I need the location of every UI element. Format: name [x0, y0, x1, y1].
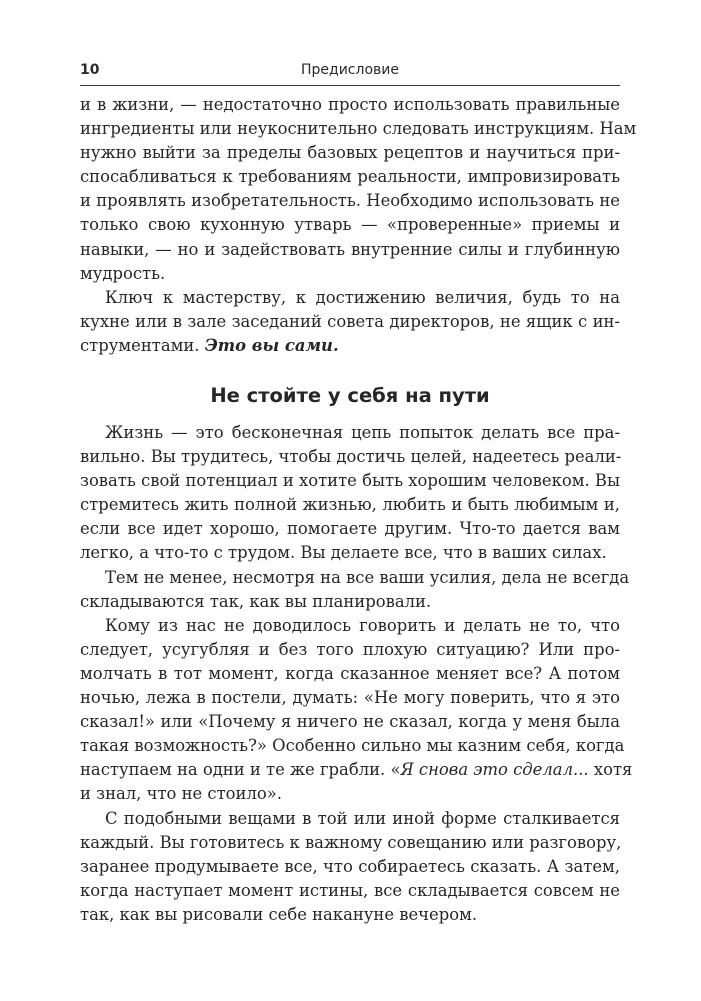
italic-quote: Я снова это сделал...	[400, 760, 589, 780]
text-line: навыки, — но и задействовать внутренние силы и глубинную	[80, 239, 620, 259]
text-line: молчать в тот момент, когда сказанное меняет все? А потом	[80, 663, 620, 683]
text-line: каждый. Вы готовитесь к важному совещанию или разговору,	[80, 832, 622, 852]
page-number: 10	[80, 62, 100, 78]
text-line: когда наступает момент истины, все складывается совсем не	[80, 880, 620, 900]
emphasis-text: Это вы сами.	[204, 335, 339, 355]
text-line: Кому из нас не доводилось говорить и делать не то, что	[105, 615, 620, 635]
header-rule	[80, 85, 620, 86]
paragraph	[80, 566, 630, 614]
text-line: сказал!» или «Почему я ничего не сказал, когда у меня была	[80, 712, 620, 732]
text-fragment: наступаем на одни и те же грабли. «	[80, 760, 401, 780]
text-line: если все идет хорошо, помогаете другим. Что-то дается вам	[80, 519, 620, 539]
paragraph	[80, 807, 620, 927]
text-line: заранее продумываете все, что собираетесь сказать. А затем,	[80, 856, 620, 876]
text-line: кухне или в зале заседаний совета директоров, не ящик с ин-	[80, 311, 620, 331]
text-line	[80, 334, 620, 358]
text-line: следует, усугубляя и без того плохую ситуацию? Или про-	[80, 639, 620, 659]
text-line: С подобными вещами в той или иной форме сталкивается	[105, 808, 620, 828]
paragraph	[80, 421, 620, 566]
running-title: Предисловие	[301, 62, 399, 78]
paragraph	[80, 93, 637, 286]
text-line: легко, а что-то с трудом. Вы делаете все, что в ваших силах.	[80, 543, 607, 563]
text-line: ночью, лежа в постели, думать: «Не могу поверить, что я это	[80, 688, 620, 708]
text-line: и знал, что не стоило».	[80, 784, 282, 804]
text-line: и в жизни, — недостаточно просто использовать правильные	[80, 95, 620, 114]
text-fragment: струментами.	[80, 335, 200, 355]
text-line: Ключ к мастерству, к достижению величия, будь то на	[105, 287, 620, 307]
text-line: складываются так, как вы планировали.	[80, 591, 432, 611]
text-line: стремитесь жить полной жизнью, любить и быть любимым и,	[80, 495, 620, 515]
text-line: и проявлять изобретательность. Необходимо использовать не	[80, 191, 620, 211]
text-line: нужно выйти за пределы базовых рецептов и научиться при-	[80, 143, 620, 163]
text-line: мудрость.	[80, 263, 166, 283]
paragraph	[80, 286, 620, 358]
text-line: Жизнь — это бесконечная цепь попыток делать все пра-	[105, 423, 620, 442]
text-line: такая возможность?» Особенно сильно мы казним себя, когда	[80, 736, 625, 756]
text-line	[80, 758, 633, 782]
text-line: только свою кухонную утварь — «проверенные» приемы и	[80, 215, 620, 235]
section-2-text	[80, 421, 633, 927]
paragraph	[80, 614, 633, 807]
text-line: Тем не менее, несмотря на все ваши усилия, дела не всегда	[105, 567, 630, 587]
text-line: так, как вы рисовали себе накануне вечером.	[80, 904, 478, 924]
section-heading: Не стойте у себя на пути	[210, 384, 490, 407]
text-line: спосабливаться к требованиям реальности, импровизировать	[80, 167, 620, 187]
text-line: зовать свой потенциал и хотите быть хорошим человеком. Вы	[80, 471, 620, 491]
running-head	[80, 62, 620, 82]
text-line: вильно. Вы трудитесь, чтобы достичь целей, надеетесь реали-	[80, 447, 622, 467]
text-line: ингредиенты или неукоснительно следовать инструкциям. Нам	[80, 119, 637, 139]
section-1-text	[80, 93, 637, 358]
text-fragment: хотя	[588, 760, 633, 780]
